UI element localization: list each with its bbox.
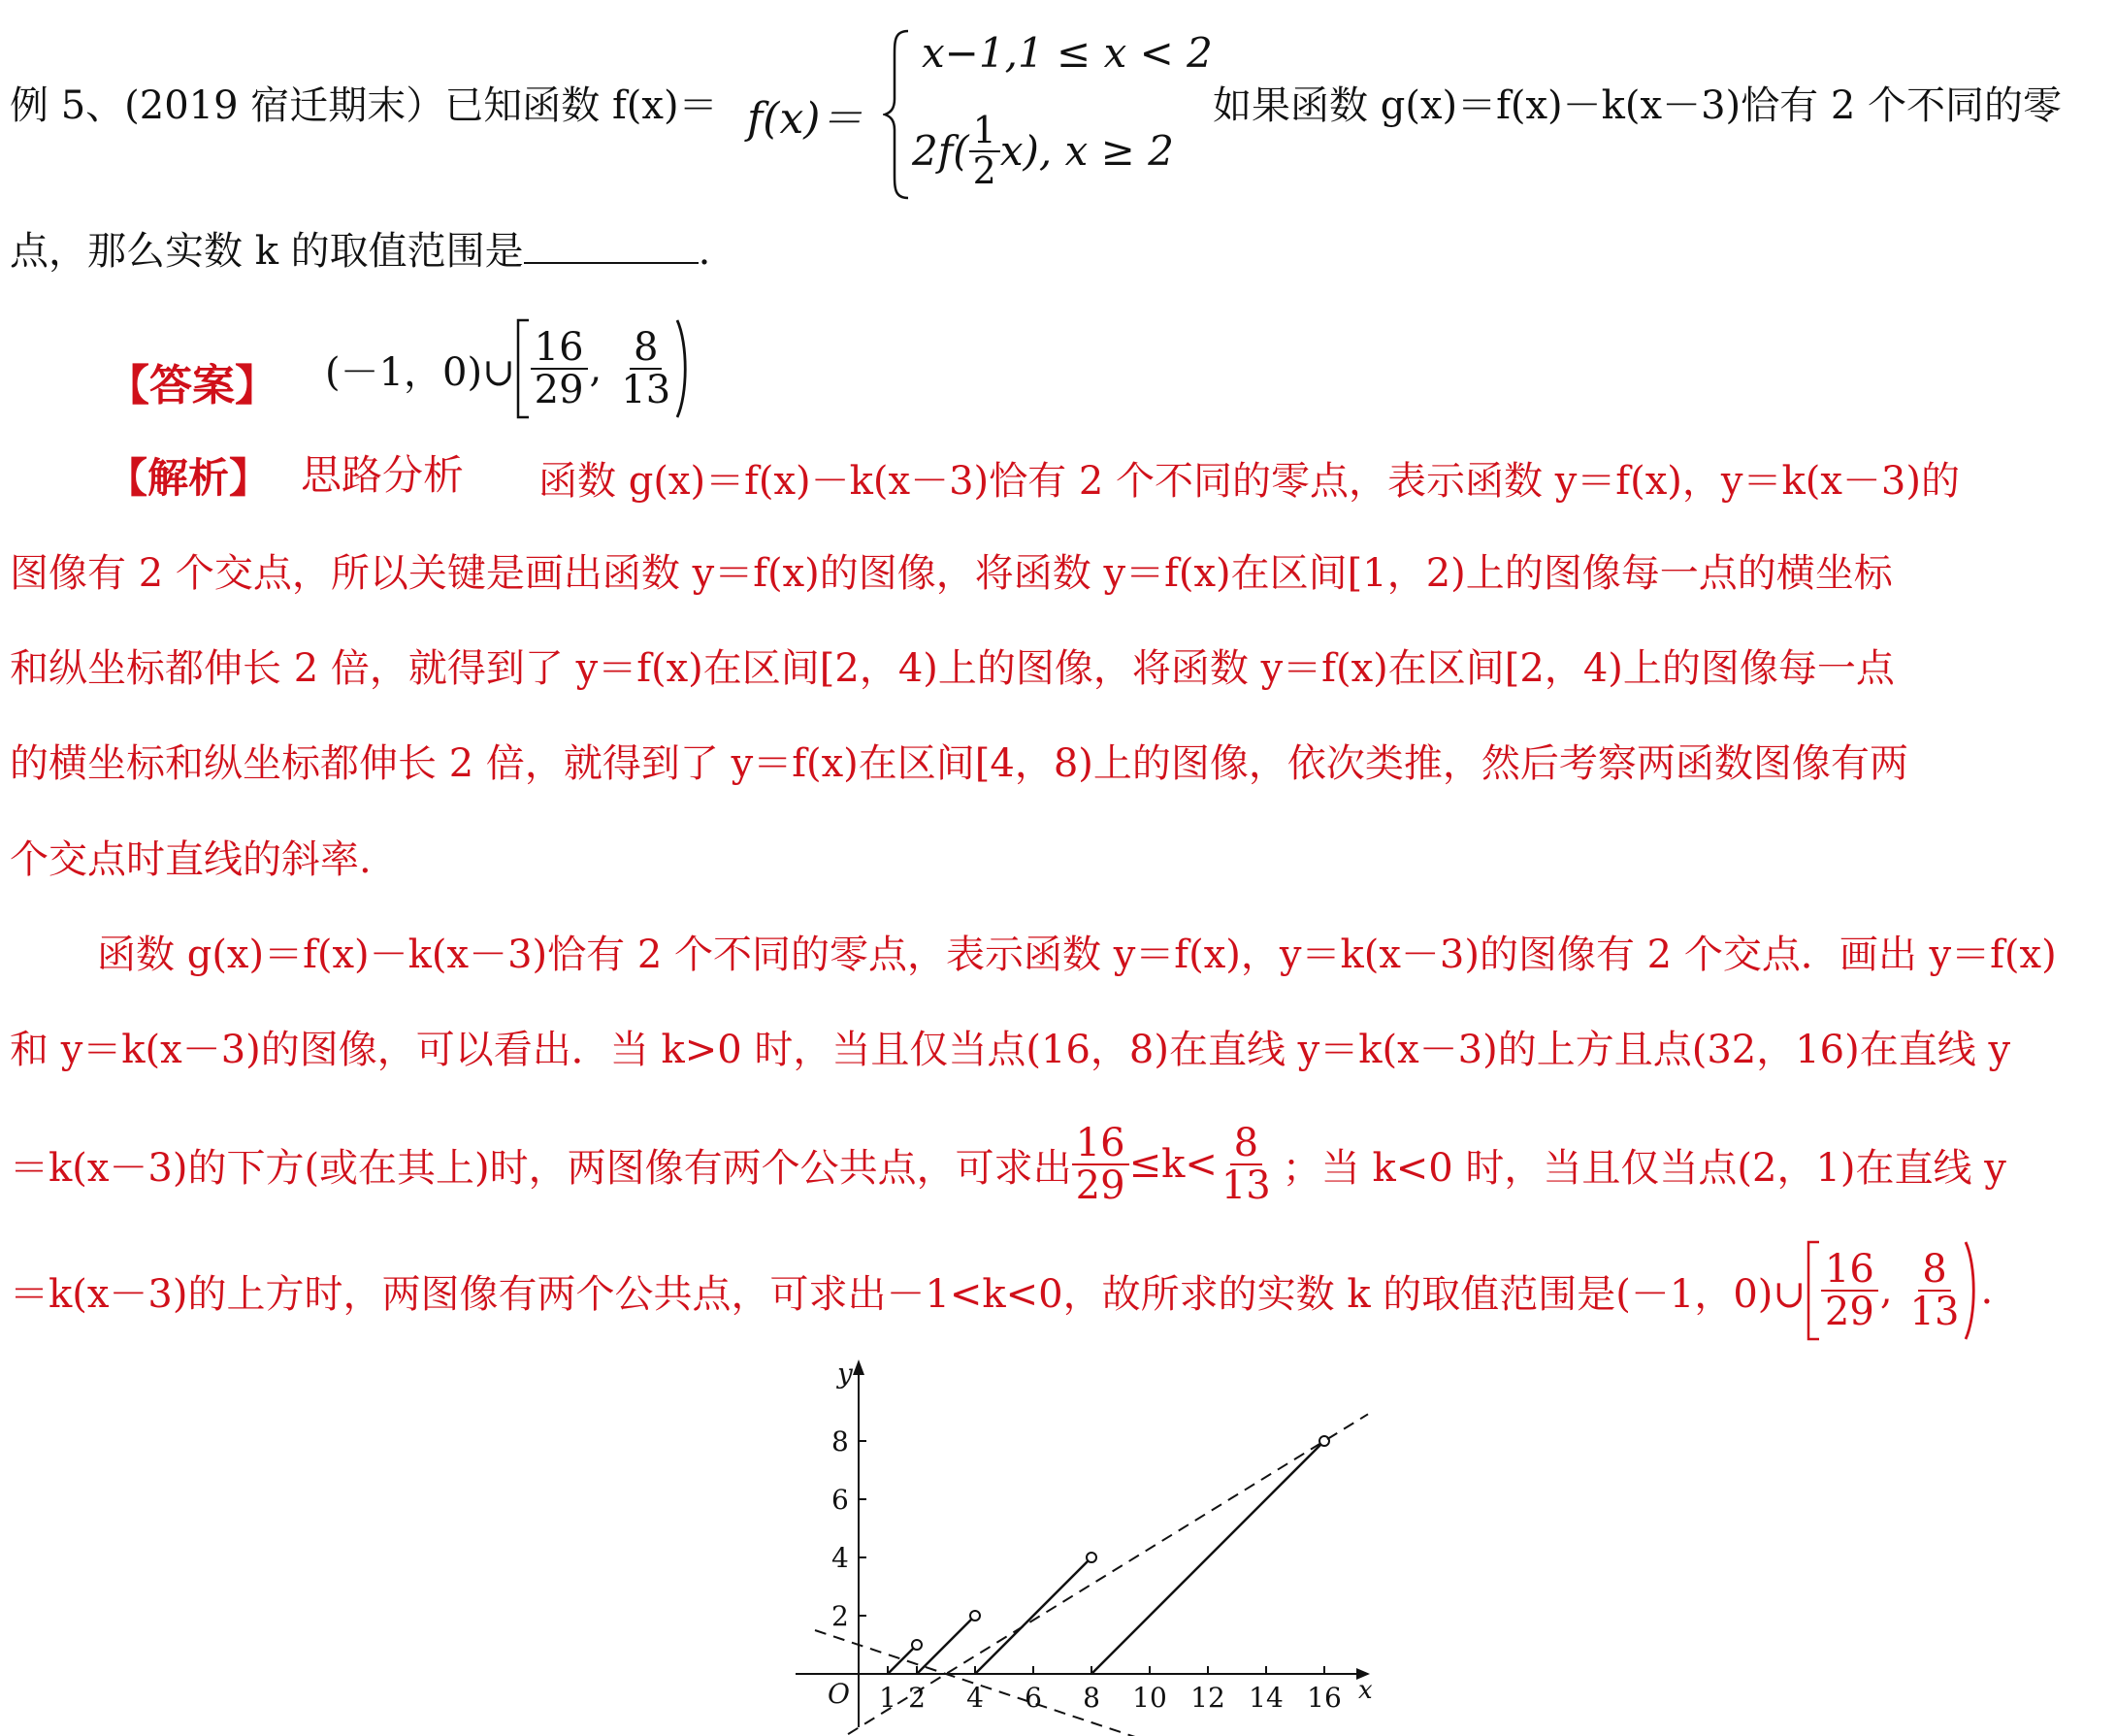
piecewise-f-label: f(x)＝ [747,94,863,144]
x-tick-label: 6 [1025,1682,1042,1714]
x-axis-label: x [1358,1676,1373,1705]
answer-frac1-num: 16 [531,327,588,370]
p2-line4-a: ＝k(x－3)的上方时，两图像有两个公共点，可求出－1<k<0，故所求的实数 k 的取值范围是(－1，0)∪ [10,1271,1806,1317]
piecewise-definition [713,19,1213,204]
answer-prefix: (－1，0)∪ [325,349,515,395]
piecewise-case1: x−1,1 ≤ x < 2 [922,29,1213,77]
graph-segment [975,1557,1091,1674]
p2-line3-frac1-num: 16 [1072,1123,1129,1165]
answer-blank [524,233,699,264]
y-axis-label: y [837,1358,853,1390]
graph-segment [917,1616,975,1674]
right-paren-icon [674,318,692,419]
x-tick-label: 12 [1190,1682,1225,1714]
p2-line4-frac2-num: 8 [1918,1249,1950,1292]
analysis-p2-line2: 和 y＝k(x－3)的图像，可以看出．当 k>0 时，当且仅当点(16，8)在直线 y＝k(x－3)的上方且点(32，16)在直线 y [10,1028,2011,1072]
analysis-p2-line1: 函数 g(x)＝f(x)－k(x－3)恰有 2 个不同的零点，表示函数 y＝f(x)，y＝k(x－3)的图像有 2 个交点．画出 y＝f(x) [97,933,2057,977]
p2-line3-a: ＝k(x－3)的下方(或在其上)时，两图像有两个公共点，可求出 [10,1145,1072,1191]
p2-line3-frac1 [1072,1123,1129,1206]
p2-line3-frac2-num: 8 [1230,1123,1262,1165]
problem-intro [10,82,718,129]
graph-segment [888,1645,917,1674]
case2-prefix: 2f( [912,127,969,176]
answer-badge: 【答案】 [107,361,277,410]
answer-value [325,315,692,422]
case2-frac-num: 1 [969,112,1000,152]
analysis-heading: 思路分析 [301,451,465,499]
origin-label: O [828,1678,850,1710]
case2-frac-den: 2 [972,148,996,192]
analysis-p2-line4 [10,1237,1993,1344]
analysis-p1-line1: 函数 g(x)＝f(x)－k(x－3)恰有 2 个不同的零点，表示函数 y＝f(x)，y＝k(x－3)的 [538,459,1960,504]
graph-segment [1091,1441,1324,1674]
analysis-p1-line4: 的横坐标和纵坐标都伸长 2 倍，就得到了 y＝f(x)在区间[4，8)上的图像，依次类推，然后考察两函数图像有两 [10,741,1908,786]
p2-line4-frac1-num: 16 [1821,1249,1878,1292]
function-graph [796,1354,1397,1736]
answer-sep: , [589,346,602,391]
left-bracket-red-icon [1806,1240,1821,1341]
open-point [912,1640,922,1650]
p2-line4-frac1 [1821,1249,1878,1332]
open-point [970,1611,980,1621]
y-tick-label: 6 [831,1484,849,1516]
answer-frac2 [617,327,674,410]
x-tick-label: 10 [1132,1682,1167,1714]
answer-frac2-num: 8 [630,327,662,370]
left-brace-icon [883,27,912,202]
p2-line4-frac2-den: 13 [1909,1290,1960,1334]
problem-intro-text: 例 5、(2019 宿迁期末）已知函数 f(x)＝ [10,83,718,128]
problem-line2-end: . [698,229,711,274]
answer-frac2-den: 13 [621,368,671,412]
case2-fraction [969,109,1000,192]
left-bracket-icon [515,318,531,419]
analysis-p1-line2: 图像有 2 个交点，所以关键是画出函数 y＝f(x)的图像，将函数 y＝f(x)在区间[1，2)上的图像每一点的横坐标 [10,551,1893,596]
x-tick-label: 2 [908,1682,926,1714]
analysis-badge: 【解析】 [107,454,271,502]
answer-frac1 [531,327,588,410]
y-tick-label: 8 [831,1425,849,1458]
case2-suffix: x), x ≥ 2 [999,127,1174,176]
p2-line3-frac1-den: 29 [1075,1163,1125,1208]
x-tick-label: 14 [1249,1682,1284,1714]
x-tick-label: 16 [1307,1682,1342,1714]
p2-line3-b: ≤k< [1128,1142,1218,1187]
p2-line3-frac2 [1218,1123,1275,1206]
x-tick-label: 1 [879,1682,896,1714]
analysis-p2-line3 [10,1111,2006,1218]
y-tick-label: 2 [831,1600,849,1632]
x-tick-label: 8 [1083,1682,1100,1714]
y-axis-arrow-icon [853,1359,864,1375]
analysis-p1-line5: 个交点时直线的斜率. [10,837,372,882]
problem-after-definition: 如果函数 g(x)＝f(x)－k(x－3)恰有 2 个不同的零 [1213,83,2062,128]
p2-line4-end: . [1980,1268,1994,1313]
x-tick-label: 4 [966,1682,984,1714]
p2-line4-frac1-den: 29 [1824,1290,1874,1334]
analysis-p1-line3: 和纵坐标都伸长 2 倍，就得到了 y＝f(x)在区间[2，4)上的图像，将函数 y＝f(x)在区间[2，4)上的图像每一点 [10,646,1895,691]
p2-line3-frac2-den: 13 [1221,1163,1271,1208]
problem-line2 [10,228,710,275]
p2-line4-sep: , [1879,1268,1893,1313]
open-point [1319,1436,1329,1446]
p2-line4-frac2 [1906,1249,1964,1332]
right-paren-red-icon [1963,1240,1980,1341]
problem-line2-text: 点，那么实数 k 的取值范围是 [10,229,524,274]
y-tick-label: 4 [831,1542,849,1574]
piecewise-case2 [912,109,1174,192]
open-point [1087,1553,1096,1562]
p2-line3-c: ；当 k<0 时，当且仅当点(2，1)在直线 y [1282,1145,2006,1191]
answer-frac1-den: 29 [534,368,584,412]
